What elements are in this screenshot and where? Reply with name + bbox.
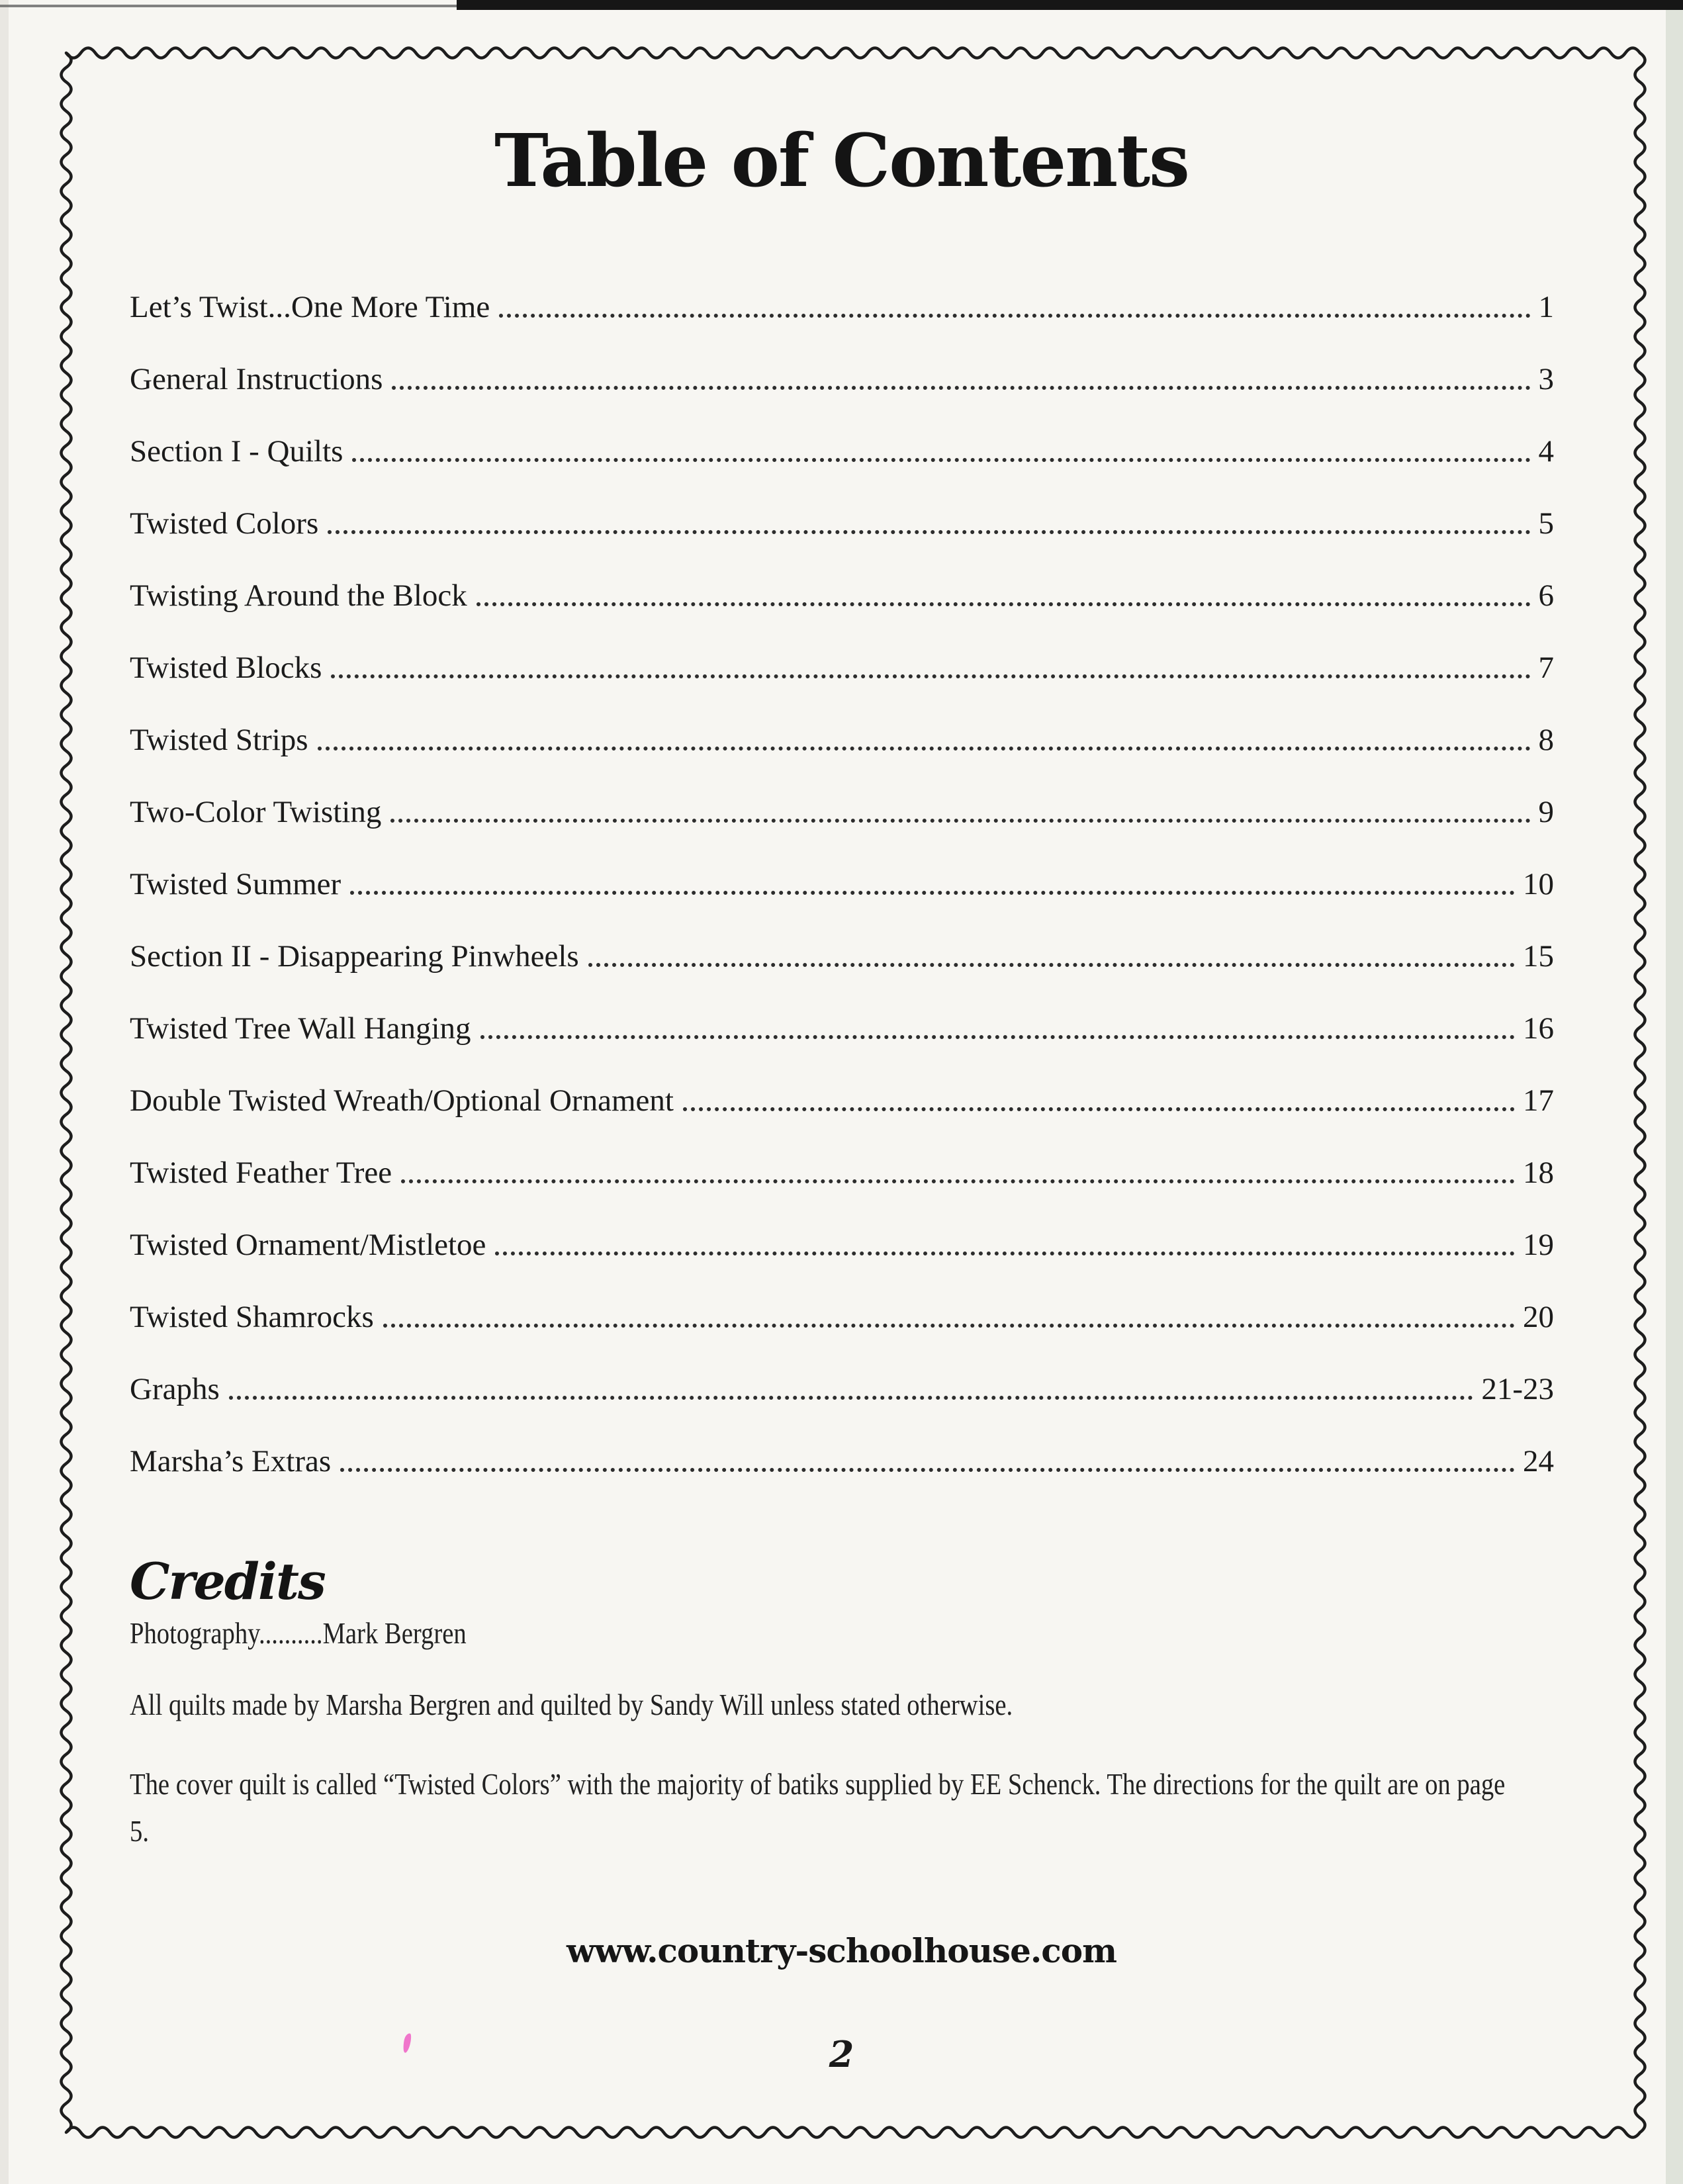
toc-entry-page: 7 (1538, 651, 1554, 686)
toc-entry-page: 19 (1523, 1228, 1554, 1263)
toc-entry-page: 15 (1523, 939, 1554, 974)
credits-note-cover-quilt: The cover quilt is called “Twisted Colors” with the majority of batiks supplied by EE Schenck. The directions for the quilt are on page 5. (130, 1766, 1506, 1848)
toc-entry-label: Twisted Shamrocks (130, 1300, 374, 1335)
dotted-leader (401, 1179, 1515, 1183)
website-url: www.country-schoolhouse.com (566, 1931, 1116, 1970)
dotted-leader (480, 1035, 1515, 1039)
page-title: Table of Contents (494, 118, 1189, 203)
toc-entry (130, 396, 1554, 469)
toc-entry (130, 685, 1554, 757)
toc-entry (130, 1118, 1554, 1190)
toc-entry-label: Twisted Feather Tree (130, 1156, 392, 1191)
toc-entry-label: Section I - Quilts (130, 434, 343, 469)
dotted-leader (390, 819, 1530, 823)
scan-edge-left-band (0, 0, 9, 2184)
credits-section (130, 1552, 1652, 1854)
page-number: 2 (829, 2033, 854, 2075)
toc-entry-page: 6 (1538, 578, 1554, 614)
toc-entry (130, 252, 1554, 324)
toc-entry-label: Twisted Tree Wall Hanging (130, 1011, 471, 1046)
toc-entry-label: Section II - Disappearing Pinwheels (130, 939, 579, 974)
toc-entry-page: 17 (1523, 1083, 1554, 1118)
toc-entry (130, 757, 1554, 829)
toc-entry-label: Marsha’s Extras (130, 1444, 332, 1479)
toc-entry-page: 18 (1523, 1156, 1554, 1191)
scan-edge-right-band (1666, 0, 1683, 2184)
toc-entry-page: 1 (1538, 290, 1554, 325)
credits-photography-line: Photography..........Mark Bergren (130, 1616, 467, 1650)
toc-entry-label: Twisted Strips (130, 723, 308, 758)
toc-entry-page: 16 (1523, 1011, 1554, 1046)
dotted-leader (318, 747, 1531, 751)
dotted-leader (328, 530, 1530, 534)
toc-entry (130, 613, 1554, 685)
toc-entry-page: 5 (1538, 506, 1554, 541)
dotted-leader (495, 1251, 1515, 1255)
toc-entry-page: 20 (1523, 1300, 1554, 1335)
toc-entry-page: 3 (1538, 362, 1554, 397)
toc-entry-page: 21-23 (1481, 1372, 1554, 1407)
scan-edge-top-bar (457, 0, 1683, 10)
toc-entry-label: Let’s Twist...One More Time (130, 290, 490, 325)
dotted-leader (350, 891, 1515, 895)
toc-entry (130, 1190, 1554, 1262)
toc-entry-label: Twisted Ornament/Mistletoe (130, 1228, 486, 1263)
toc-entry (130, 901, 1554, 974)
dotted-leader (683, 1107, 1515, 1111)
toc-entry-label: General Instructions (130, 362, 383, 397)
dotted-leader (499, 314, 1530, 318)
dotted-leader (477, 602, 1531, 606)
dotted-leader (392, 386, 1530, 390)
toc-entry-page: 4 (1538, 434, 1554, 469)
toc-entry (130, 541, 1554, 613)
toc-entry (130, 1046, 1554, 1118)
toc-entry (130, 469, 1554, 541)
toc-entry-label: Twisted Colors (130, 506, 319, 541)
dotted-leader (383, 1324, 1515, 1328)
credits-heading: Credits (130, 1552, 325, 1611)
toc-list (130, 252, 1554, 1479)
dotted-leader (352, 458, 1530, 462)
toc-entry (130, 1406, 1554, 1479)
toc-entry-label: Graphs (130, 1372, 220, 1407)
toc-entry (130, 974, 1554, 1046)
toc-entry-page: 9 (1538, 795, 1554, 830)
toc-entry-label: Twisted Blocks (130, 651, 322, 686)
toc-entry-page: 10 (1523, 867, 1554, 902)
toc-entry (130, 324, 1554, 396)
dotted-leader (588, 963, 1515, 967)
toc-entry-label: Twisted Summer (130, 867, 341, 902)
toc-entry (130, 1334, 1554, 1406)
toc-entry (130, 829, 1554, 901)
credits-note-quilts: All quilts made by Marsha Bergren and quilted by Sandy Will unless stated otherwise. (130, 1687, 1013, 1721)
toc-entry-label: Twisting Around the Block (130, 578, 467, 614)
toc-entry-page: 24 (1523, 1444, 1554, 1479)
toc-entry-label: Double Twisted Wreath/Optional Ornament (130, 1083, 674, 1118)
dotted-leader (340, 1468, 1515, 1472)
toc-entry (130, 1262, 1554, 1334)
dotted-leader (331, 674, 1530, 678)
dotted-leader (229, 1396, 1474, 1400)
toc-entry-label: Two-Color Twisting (130, 795, 382, 830)
toc-entry-page: 8 (1538, 723, 1554, 758)
